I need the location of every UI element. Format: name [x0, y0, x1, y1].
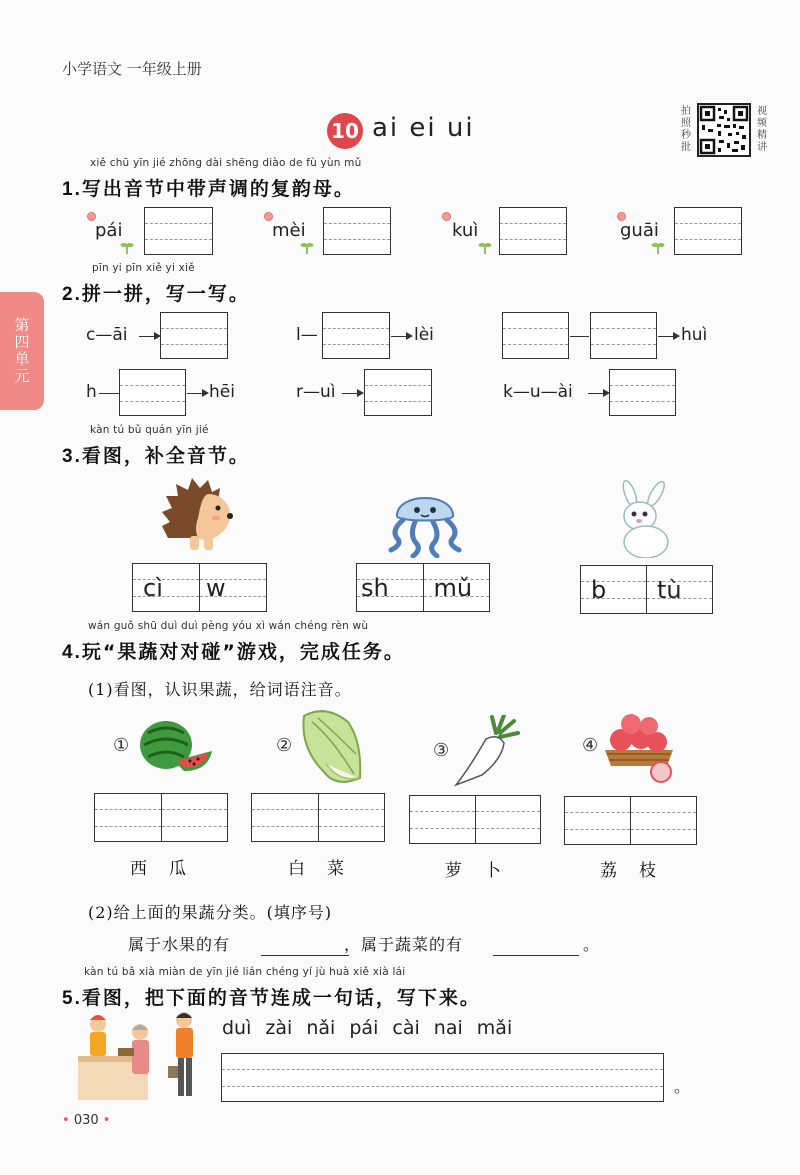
q4-end-mark: 。 — [583, 935, 601, 954]
q3-box-2[interactable] — [356, 563, 490, 612]
q3-title: 3.看图，补全音节。 — [62, 445, 250, 467]
jellyfish-picture — [383, 478, 467, 558]
q3-pinyin: kàn tú bǔ quán yīn jié — [90, 424, 209, 436]
q5-syllables: duì zài nǎi pái cài nai mǎi — [222, 1017, 513, 1039]
q4-answer-box-3-cell-2[interactable] — [475, 796, 541, 843]
flower-icon — [442, 212, 451, 221]
q1-syllable-3: kuì — [452, 220, 479, 241]
q4-pinyin: wán guǒ shū duì duì pèng yóu xì wán chéng rèn wù — [88, 620, 369, 632]
connector-line — [99, 393, 119, 394]
q4-word-2: 白菜 — [288, 859, 366, 879]
q4-answer-box-1-cell-2[interactable] — [161, 794, 228, 841]
q4-answer-box-2[interactable] — [251, 793, 385, 842]
q3-box-1-left: cì — [133, 564, 199, 611]
q1-title: 1.写出音节中带声调的复韵母。 — [62, 178, 355, 200]
q4-answer-box-3-cell-1[interactable] — [410, 796, 475, 843]
q2-c-box-2[interactable] — [590, 312, 657, 359]
q2-e-box[interactable] — [364, 369, 432, 416]
q3-box-3-left[interactable]: b — [581, 566, 646, 613]
q2-title: 2.拼一拼，写一写。 — [62, 283, 250, 305]
sprout-icon — [300, 240, 314, 254]
q4-word-3: 萝卜 — [445, 861, 523, 881]
q1-syllable-1: pái — [95, 220, 123, 241]
rabbit-picture — [612, 480, 676, 558]
lesson-number-badge: 10 — [327, 113, 363, 149]
shopping-scene-picture — [78, 1010, 202, 1100]
arrow-icon — [139, 336, 159, 337]
q4-part1: (1)看图，认识果蔬，给词语注音。 — [88, 680, 352, 699]
qr-right-text: 视频精讲 — [757, 106, 767, 153]
q2-e-start: r—uì — [296, 382, 336, 402]
q2-d-end: hēi — [209, 382, 235, 402]
page-number: • 030 • — [62, 1113, 111, 1128]
q2-d-box[interactable] — [119, 369, 186, 416]
qr-left-text: 拍照秒批 — [681, 106, 691, 153]
q3-box-2-left[interactable]: sh — [357, 564, 423, 611]
q2-d-start: h — [86, 382, 97, 402]
q5-title: 5.看图，把下面的音节连成一句话，写下来。 — [62, 987, 481, 1009]
q3-box-2-right: mǔ — [423, 564, 490, 611]
arrow-icon — [342, 393, 362, 394]
lychee-picture — [603, 710, 675, 784]
q4-answer-box-2-cell-2[interactable] — [318, 794, 385, 841]
q2-a-box[interactable] — [160, 312, 228, 359]
arrow-icon — [658, 336, 678, 337]
connector-line — [570, 336, 589, 337]
q3-box-3-right: tù — [646, 566, 712, 613]
sprout-icon — [478, 240, 492, 254]
q5-pinyin: kàn tú bǎ xià miàn de yīn jié lián chéng yí jù huà xiě xià lái — [84, 966, 406, 978]
q2-f-start: k—u—ài — [503, 382, 573, 402]
q2-c-box-1[interactable] — [502, 312, 569, 359]
q2-pinyin: pīn yi pīn xiě yi xiě — [92, 262, 195, 274]
item-num-2: ② — [276, 735, 293, 756]
watermelon-picture — [138, 715, 214, 773]
sprout-icon — [120, 240, 134, 254]
dot-icon: • — [62, 1113, 70, 1128]
book-title: 小学语文 一年级上册 — [62, 60, 202, 78]
item-num-4: ④ — [582, 735, 599, 756]
q4-answer-box-4-cell-2[interactable] — [630, 797, 696, 844]
q4-veg-label: ，属于蔬菜的有 — [344, 935, 464, 954]
q4-answer-box-1[interactable] — [94, 793, 228, 842]
item-num-1: ① — [113, 735, 130, 756]
q5-end-mark: 。 — [674, 1077, 692, 1096]
q1-syllable-4: guāi — [620, 220, 659, 241]
q3-box-1-right[interactable]: w — [199, 564, 266, 611]
q1-pinyin: xiě chū yīn jié zhōng dài shēng diào de fù yùn mǔ — [90, 157, 362, 169]
q5-answer-box[interactable] — [221, 1053, 664, 1102]
q1-answer-box-2[interactable] — [323, 207, 391, 255]
q4-answer-box-4[interactable] — [564, 796, 697, 845]
q2-f-box[interactable] — [609, 369, 676, 416]
q4-answer-box-2-cell-1[interactable] — [252, 794, 318, 841]
q4-part2: (2)给上面的果蔬分类。(填序号) — [88, 903, 333, 922]
q3-box-1[interactable] — [132, 563, 267, 612]
arrow-icon — [391, 336, 411, 337]
sprout-icon — [651, 240, 665, 254]
cabbage-picture — [296, 708, 366, 786]
q1-answer-box-4[interactable] — [674, 207, 742, 255]
q2-c-end: huì — [681, 325, 708, 345]
unit-tab: 第四单元 — [0, 292, 44, 410]
q4-word-1: 西瓜 — [130, 859, 208, 879]
q2-b-box[interactable] — [322, 312, 390, 359]
q2-b-end: lèi — [414, 325, 434, 345]
q1-answer-box-3[interactable] — [499, 207, 567, 255]
q1-answer-box-1[interactable] — [144, 207, 213, 255]
q4-fruit-label: 属于水果的有 — [128, 935, 231, 954]
q2-a-start: c—āi — [86, 325, 128, 345]
arrow-icon — [588, 393, 608, 394]
q4-answer-box-1-cell-1[interactable] — [95, 794, 161, 841]
q4-fruit-blank[interactable] — [261, 955, 349, 956]
q4-veg-blank[interactable] — [493, 955, 579, 956]
hedgehog-picture — [160, 478, 240, 554]
q4-title: 4.玩“果蔬对对碰”游戏，完成任务。 — [62, 641, 405, 663]
arrow-icon — [187, 393, 207, 394]
q4-answer-box-4-cell-1[interactable] — [565, 797, 630, 844]
q1-syllable-2: mèi — [272, 220, 306, 241]
lesson-title: ai ei ui — [372, 113, 475, 143]
dot-icon: • — [102, 1113, 111, 1128]
qr-code-icon[interactable] — [697, 103, 751, 157]
q3-box-3[interactable] — [580, 565, 713, 614]
q4-word-4: 荔枝 — [600, 861, 678, 881]
q4-answer-box-3[interactable] — [409, 795, 541, 844]
radish-picture — [452, 715, 522, 787]
q2-b-start: l— — [296, 325, 318, 345]
item-num-3: ③ — [433, 740, 450, 761]
